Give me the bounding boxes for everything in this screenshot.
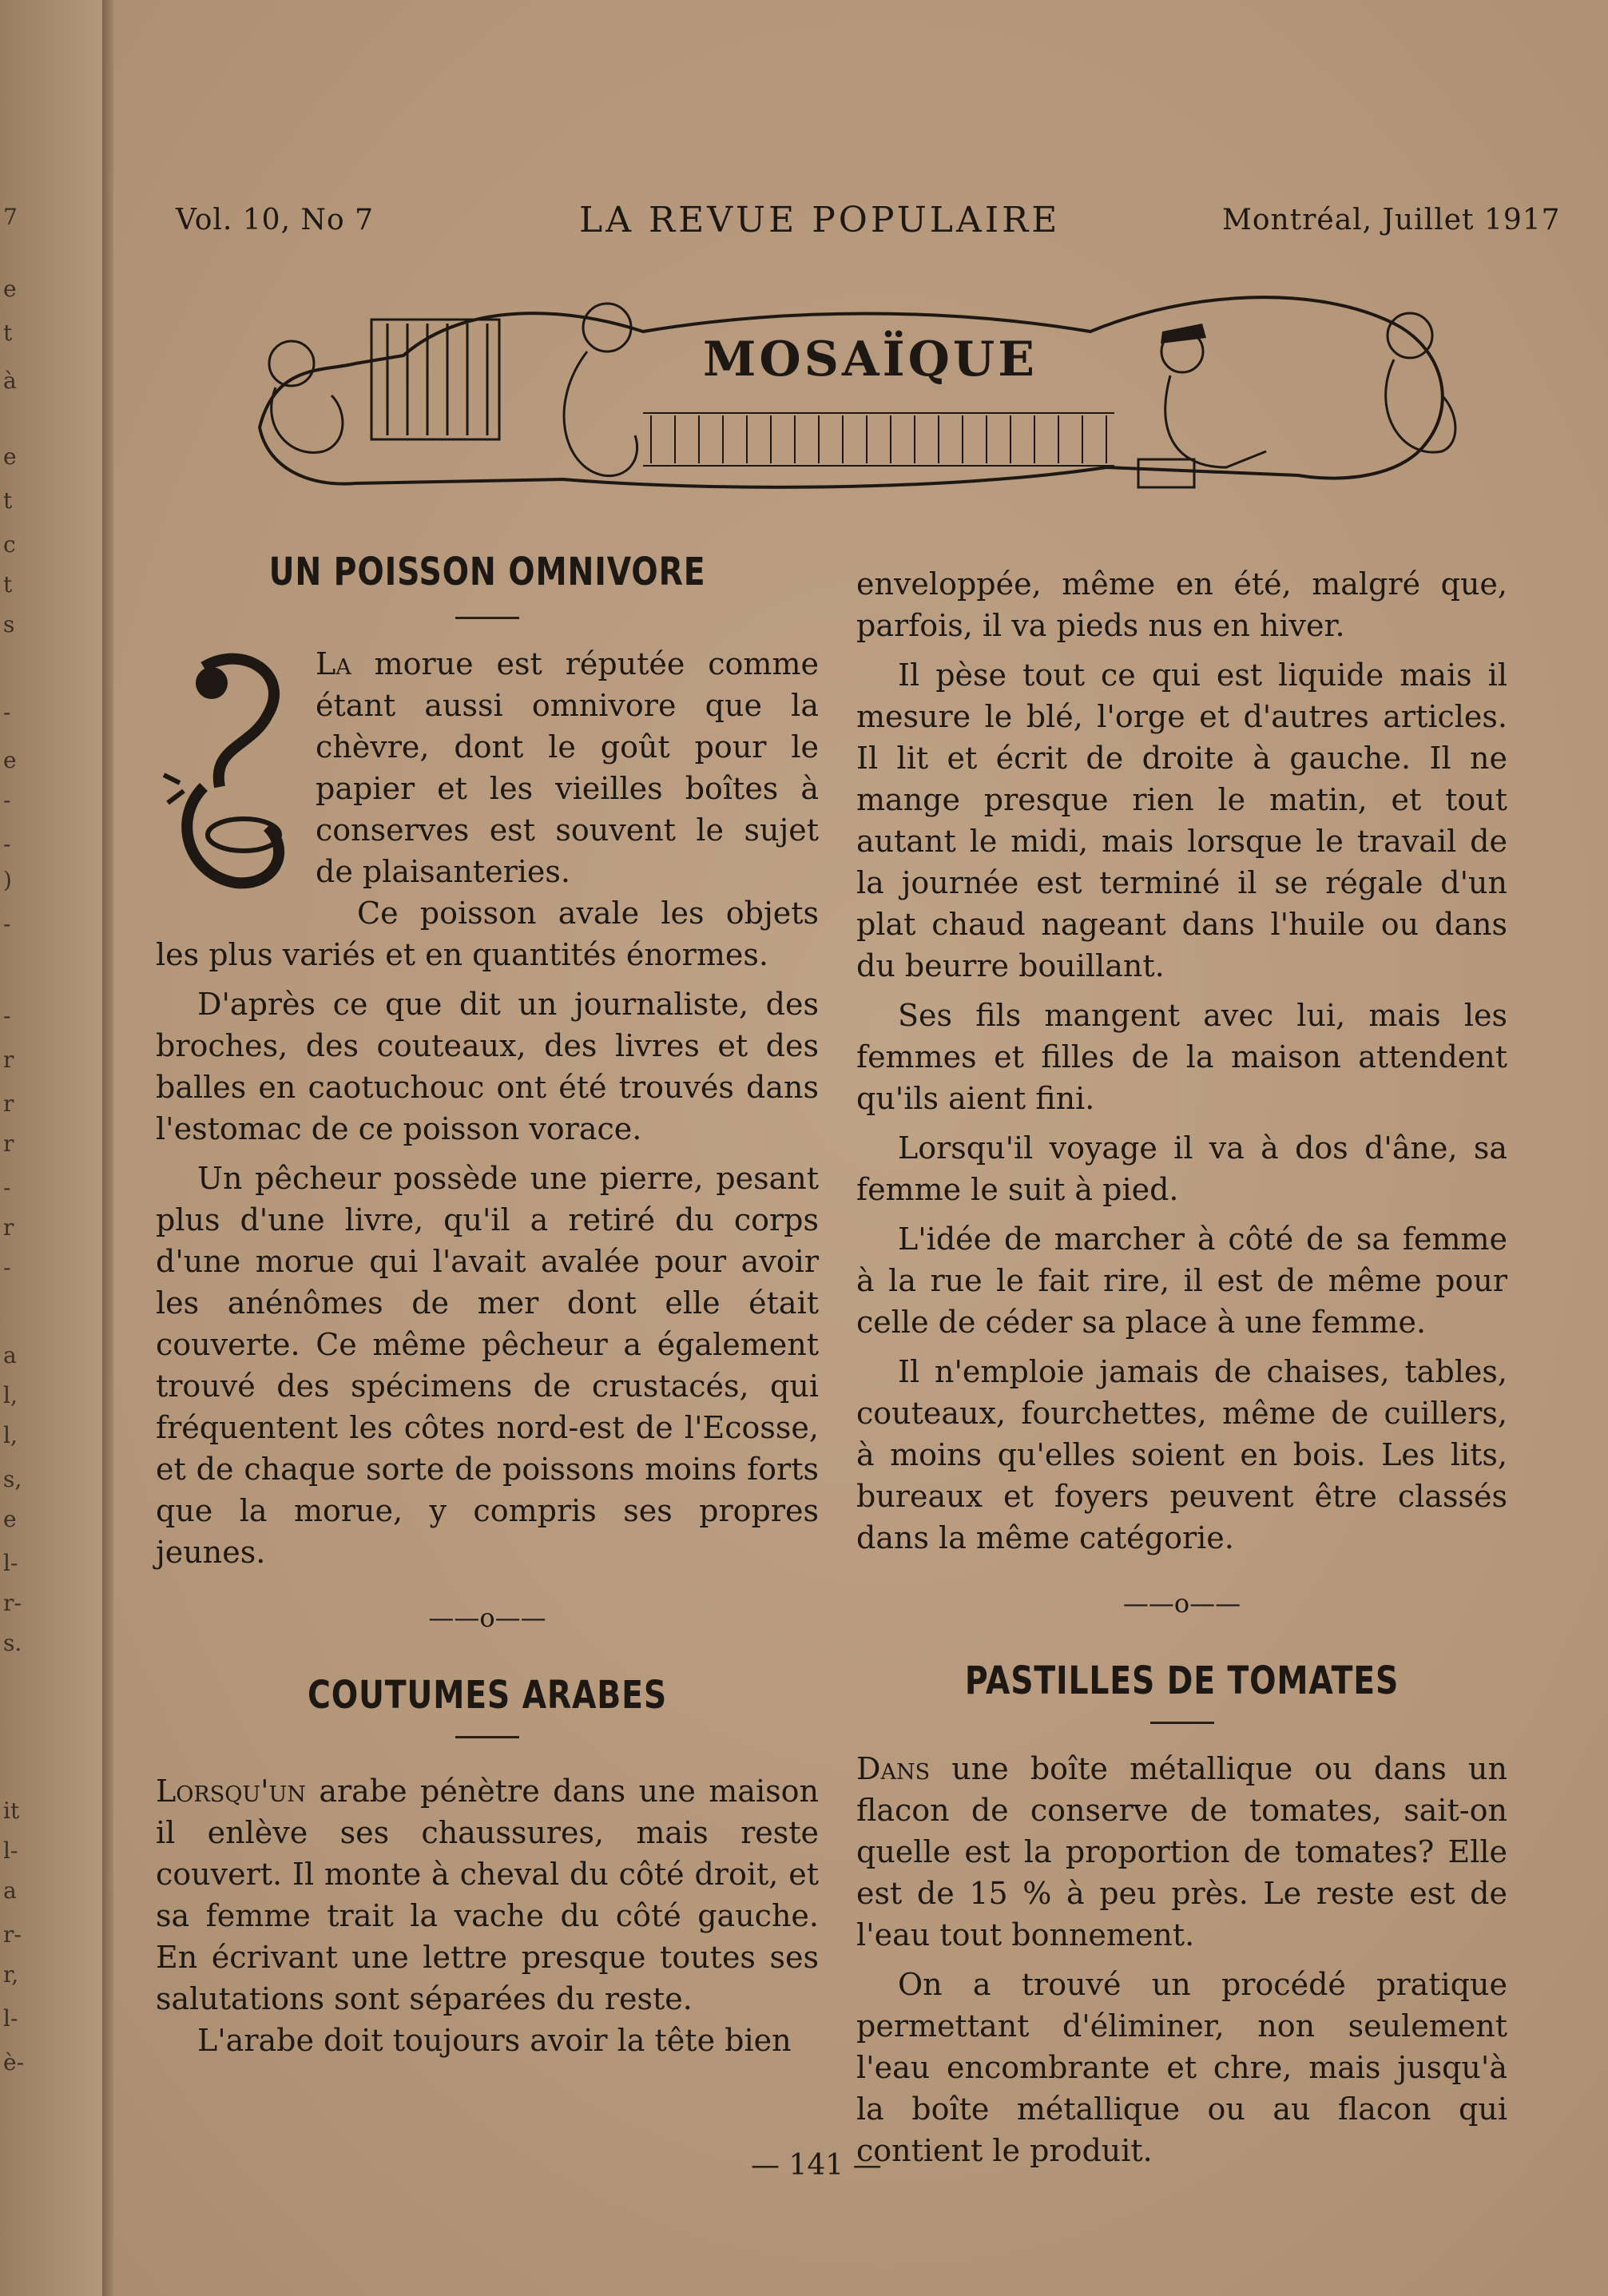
binding-fold [102, 0, 113, 2296]
margin-character: l, [3, 1382, 18, 1408]
volume-number: Vol. 10, No 7 [176, 204, 374, 236]
column2-paragraph-3: Ses fils mangent avec lui, mais les femmes et filles de la maison attendent qu'ils aient fini. [856, 998, 1507, 1116]
margin-character: à [3, 367, 17, 394]
column2-paragraph-4: Lorsqu'il voyage il va à dos d'âne, sa femme le suit à pied. [856, 1130, 1507, 1207]
section-separator: ——o—— [428, 1603, 546, 1633]
margin-character: r [3, 1047, 14, 1073]
margin-character: l- [3, 2005, 18, 2032]
article-heading-arabes: COUTUMES ARABES [307, 1673, 667, 1718]
article3-paragraph-1: Dans une boîte métallique ou dans un flacon de conserve de tomates, sait-on quelle est la proportion de tomates? Elle est de 15 % à peu près. Le reste est de l'eau tout bonnement. [856, 1751, 1507, 1952]
margin-character: - [3, 699, 11, 725]
article1-paragraph-2: Ce poisson avale les objets les plus variés et en quantités énormes. [156, 896, 819, 972]
margin-character: a [3, 1342, 17, 1368]
margin-character: t [3, 320, 13, 346]
margin-character: l, [3, 1422, 18, 1448]
page-gutter [0, 0, 112, 2296]
margin-character: l- [3, 1837, 18, 1864]
margin-character: r [3, 1214, 14, 1241]
column2-paragraph-1: enveloppée, même en été, malgré que, parfois, il va pieds nus en hiver. [856, 566, 1507, 643]
margin-character: s, [3, 1466, 22, 1492]
article-heading-tomates: PASTILLES DE TOMATES [964, 1658, 1400, 1703]
margin-character: r, [3, 1961, 19, 1988]
issue-date: Montréal, Juillet 1917 [1222, 204, 1561, 236]
margin-character: c [3, 531, 16, 558]
heading-rule [455, 1736, 519, 1738]
margin-character: r- [3, 1590, 22, 1616]
margin-character: 7 [3, 204, 18, 230]
article2-paragraph-1: Lorsqu'un arabe pénètre dans une maison il enlève ses chaussures, mais reste couvert. Il monte à cheval du côté droit, et sa femme trait la vache du côté gauche. En écrivant une lettre presque toutes ses salutations sont séparées du reste. [156, 1774, 819, 2016]
article1-paragraph-1: La morue est réputée comme étant aussi omnivore que la chèvre, dont le goût pour le papier et les vieilles boîtes à conserves est souvent le sujet de plaisanteries. [316, 646, 819, 889]
margin-character: r [3, 1090, 14, 1117]
heading-rule [455, 617, 519, 619]
margin-character: - [3, 1254, 11, 1281]
margin-character: t [3, 571, 13, 598]
journal-title: LA REVUE POPULAIRE [579, 200, 1061, 240]
article1-paragraph-3: D'après ce que dit un journaliste, des broches, des couteaux, des livres et des balles en caotuchouc ont été trouvés dans l'estomac de ce poisson vorace. [156, 987, 819, 1146]
margin-character: e [3, 276, 17, 302]
margin-character: it [3, 1797, 20, 1824]
margin-character: a [3, 1877, 17, 1904]
margin-character: s. [3, 1630, 22, 1656]
margin-character: è- [3, 2049, 25, 2076]
margin-character: e [3, 1506, 17, 1532]
article3-paragraph-2: On a trouvé un procédé pratique permettant d'éliminer, non seulement l'eau encombrante et chre, mais jusqu'à la boîte métallique ou au flacon qui contient le produit. [856, 1967, 1507, 2168]
column2-paragraph-6: Il n'emploie jamais de chaises, tables, couteaux, fourchettes, même de cuillers, à moins qu'elles soient en bois. Les lits, bureaux et foyers peuvent être classés dans la même catégorie. [856, 1354, 1507, 1555]
column2-paragraph-5: L'idée de marcher à côté de sa femme à la rue le fait rire, il est de même pour celle de céder sa place à une femme. [856, 1221, 1507, 1340]
section-separator: ——o—— [1122, 1588, 1241, 1619]
margin-character: r- [3, 1921, 22, 1948]
margin-character: l- [3, 1550, 18, 1576]
fish-dropcap-illustration [156, 643, 300, 907]
margin-character: t [3, 487, 13, 514]
column2-paragraph-2: Il pèse tout ce qui est liquide mais il mesure le blé, l'orge et d'autres articles. Il lit et écrit de droite à gauche. Il ne mange presque rien le matin, et tout autant le midi, mais lorsque le travail de la journée est terminé il se régale d'un plat chaud nageant dans l'huile ou dans du beurre bouillant. [856, 657, 1507, 983]
margin-character: s [3, 611, 15, 638]
article2-paragraph-2: L'arabe doit toujours avoir la tête bien [197, 2023, 792, 2058]
left-column [156, 551, 819, 2061]
heading-rule [1150, 1722, 1214, 1724]
margin-character: - [3, 911, 11, 937]
right-column [856, 563, 1507, 2171]
margin-character: - [3, 831, 11, 857]
margin-character: - [3, 1003, 11, 1029]
banner-title: MOSAÏQUE [703, 332, 1038, 387]
margin-character: r [3, 1130, 14, 1157]
article1-paragraph-4: Un pêcheur possède une pierre, pesant plus d'une livre, qu'il a retiré du corps d'une morue qui l'avait avalée pour avoir les anénômes de mer dont elle était couverte. Ce même pêcheur a également trouvé des spécimens de crustacés, qui fréquentent les côtes nord-est de l'Ecosse, et de chaque sorte de poissons moins forts que la morue, y compris ses propres jeunes. [156, 1161, 819, 1570]
margin-character: - [3, 1174, 11, 1201]
margin-character: e [3, 747, 17, 773]
margin-character: - [3, 787, 11, 813]
page-number: — 141 — [751, 2149, 882, 2182]
mosaique-banner-illustration [228, 276, 1474, 507]
margin-character: e [3, 443, 17, 470]
article-heading-poisson: UN POISSON OMNIVORE [268, 550, 706, 594]
margin-character: ) [3, 867, 12, 893]
